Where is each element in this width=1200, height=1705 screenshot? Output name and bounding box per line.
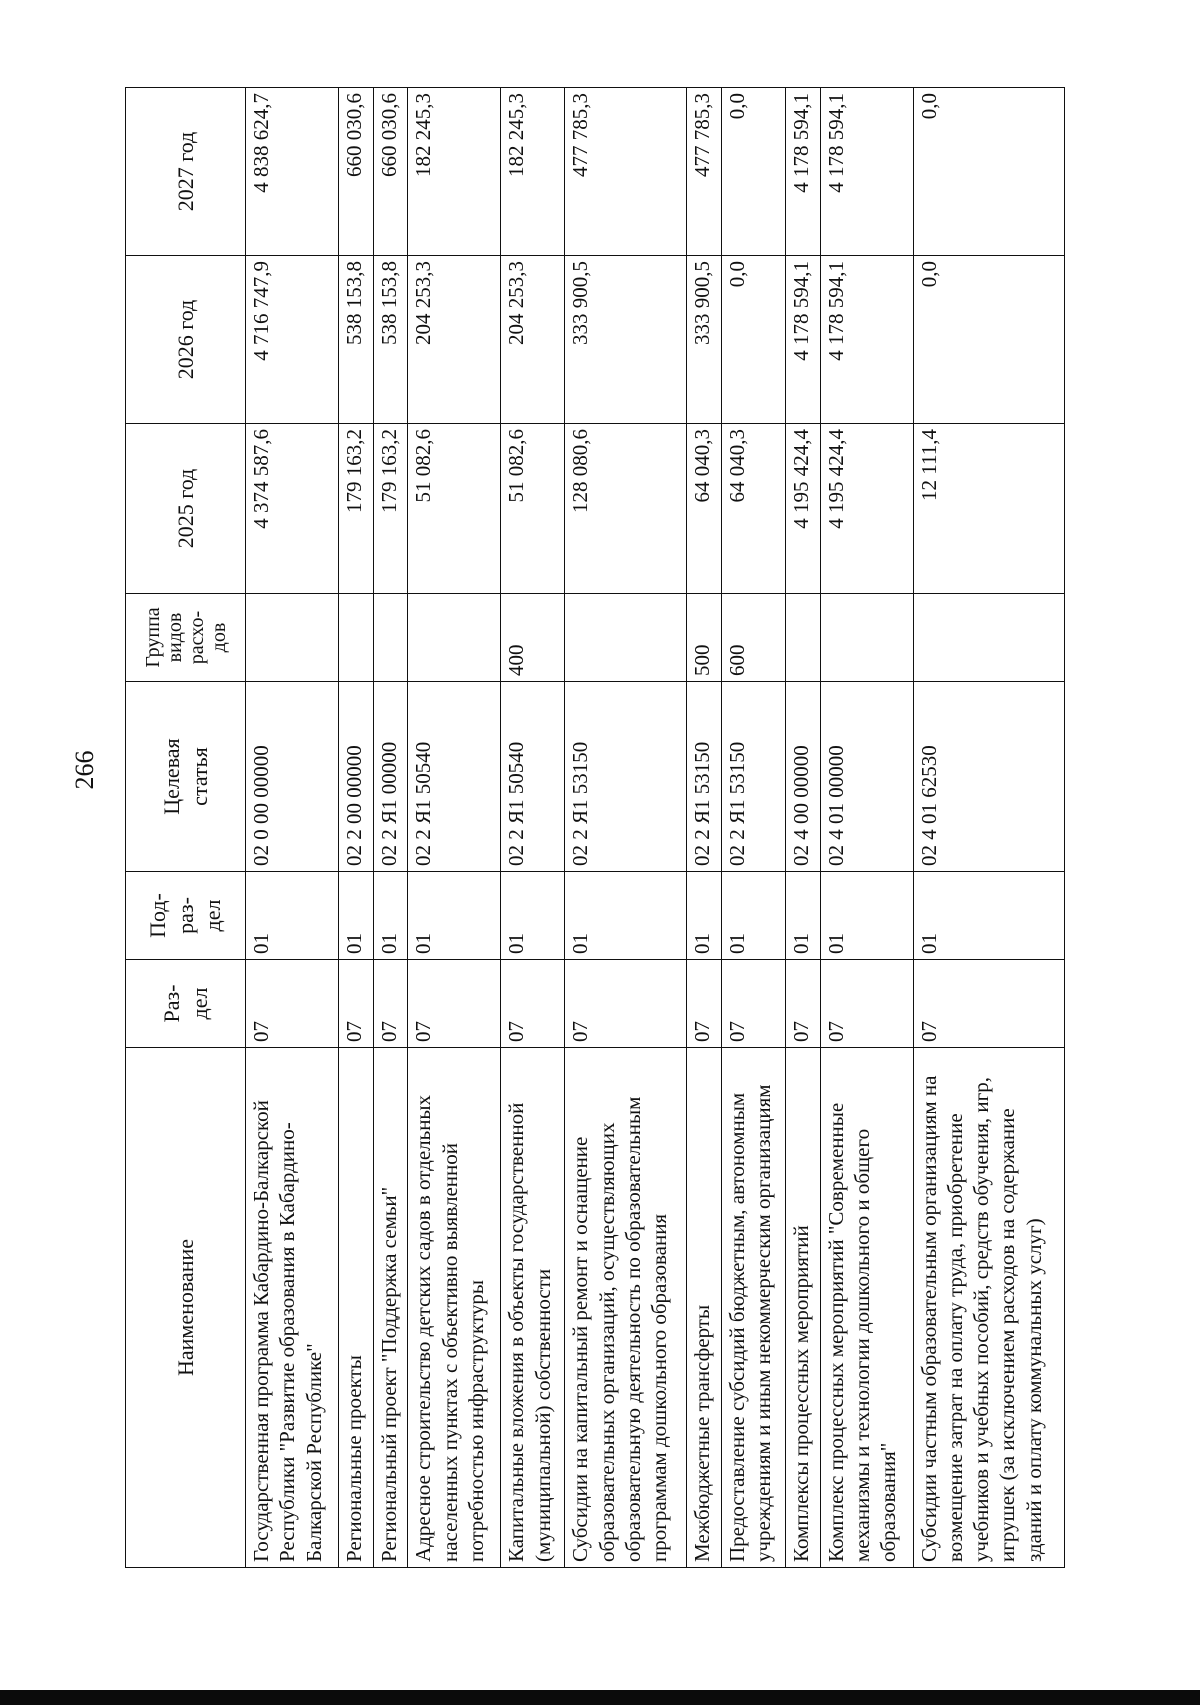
row-section: 07 xyxy=(722,960,786,1048)
row-target: 02 2 Я1 50540 xyxy=(501,682,565,872)
row-subsection: 01 xyxy=(408,872,501,960)
header-name: Наименование xyxy=(126,1048,246,1568)
row-group xyxy=(913,594,1064,682)
row-group: 500 xyxy=(687,594,722,682)
row-2025: 51 082,6 xyxy=(408,424,501,594)
row-2026: 4 716 747,9 xyxy=(246,256,339,424)
table-row xyxy=(339,88,374,1568)
row-2026: 4 178 594,1 xyxy=(785,256,820,424)
header-2027: 2027 год xyxy=(126,88,246,256)
row-subsection: 01 xyxy=(785,872,820,960)
row-2026: 333 900,5 xyxy=(687,256,722,424)
row-section: 07 xyxy=(785,960,820,1048)
row-2025: 12 111,4 xyxy=(913,424,1064,594)
row-section: 07 xyxy=(246,960,339,1048)
row-subsection: 01 xyxy=(246,872,339,960)
row-target: 02 2 Я1 53150 xyxy=(687,682,722,872)
row-section: 07 xyxy=(820,960,913,1048)
table-row xyxy=(820,88,913,1568)
header-2025: 2025 год xyxy=(126,424,246,594)
row-group xyxy=(408,594,501,682)
row-name: Капитальные вложения в объекты государственной (муниципальной) собственности xyxy=(501,1048,565,1568)
scan-bottom-border xyxy=(0,1690,1200,1705)
table-row xyxy=(373,88,408,1568)
row-2025: 64 040,3 xyxy=(722,424,786,594)
row-2025: 64 040,3 xyxy=(687,424,722,594)
header-section: Раз- дел xyxy=(126,960,246,1048)
row-group xyxy=(246,594,339,682)
row-name: Региональные проекты xyxy=(339,1048,374,1568)
row-2025: 179 163,2 xyxy=(373,424,408,594)
header-target: Целевая статья xyxy=(126,682,246,872)
row-name: Государственная программа Кабардино-Балкарской Республики "Развитие образования в Кабардино-Балкарской Республике" xyxy=(246,1048,339,1568)
row-2027: 660 030,6 xyxy=(373,88,408,256)
table-row xyxy=(246,88,339,1568)
table-row xyxy=(408,88,501,1568)
row-group xyxy=(339,594,374,682)
row-name: Субсидии на капитальный ремонт и оснащение образовательных организаций, осуществляющих образовательную деятельность по образовательным программам дошкольного образования xyxy=(565,1048,687,1568)
row-section: 07 xyxy=(565,960,687,1048)
table-header-row xyxy=(126,88,246,1568)
table-row xyxy=(565,88,687,1568)
row-section: 07 xyxy=(408,960,501,1048)
row-2025: 128 080,6 xyxy=(565,424,687,594)
row-2025: 4 195 424,4 xyxy=(820,424,913,594)
row-2027: 4 838 624,7 xyxy=(246,88,339,256)
row-target: 02 2 Я1 50540 xyxy=(408,682,501,872)
row-target: 02 2 Я1 53150 xyxy=(722,682,786,872)
budget-table xyxy=(125,87,1065,1568)
row-name: Субсидии частным образовательным организациям на возмещение затрат на оплату труда, приобретение учебников и учебных пособий, средств обучения, игр, игрушек (за исключением расходов на содержание зданий и оплату коммунальных услуг) xyxy=(913,1048,1064,1568)
header-group: Группа видов расхо- дов xyxy=(126,594,246,682)
row-name: Адресное строительство детских садов в отдельных населенных пунктах с объективно выявленной потребностью инфраструктуры xyxy=(408,1048,501,1568)
row-subsection: 01 xyxy=(501,872,565,960)
row-name: Межбюджетные трансферты xyxy=(687,1048,722,1568)
row-group: 600 xyxy=(722,594,786,682)
row-target: 02 0 00 00000 xyxy=(246,682,339,872)
row-name: Предоставление субсидий бюджетным, автономным учреждениям и иным некоммерческим организациям xyxy=(722,1048,786,1568)
row-target: 02 2 00 00000 xyxy=(339,682,374,872)
row-group xyxy=(373,594,408,682)
row-subsection: 01 xyxy=(565,872,687,960)
row-2027: 0,0 xyxy=(722,88,786,256)
table-row xyxy=(913,88,1064,1568)
table-row xyxy=(722,88,786,1568)
row-2027: 0,0 xyxy=(913,88,1064,256)
row-2027: 477 785,3 xyxy=(687,88,722,256)
row-2027: 660 030,6 xyxy=(339,88,374,256)
row-2026: 538 153,8 xyxy=(339,256,374,424)
table-row xyxy=(501,88,565,1568)
row-subsection: 01 xyxy=(339,872,374,960)
row-target: 02 4 01 62530 xyxy=(913,682,1064,872)
row-subsection: 01 xyxy=(687,872,722,960)
row-2026: 538 153,8 xyxy=(373,256,408,424)
table-row xyxy=(687,88,722,1568)
row-2026: 204 253,3 xyxy=(501,256,565,424)
row-subsection: 01 xyxy=(722,872,786,960)
row-section: 07 xyxy=(501,960,565,1048)
row-2025: 4 195 424,4 xyxy=(785,424,820,594)
row-2025: 179 163,2 xyxy=(339,424,374,594)
row-group: 400 xyxy=(501,594,565,682)
row-2026: 0,0 xyxy=(913,256,1064,424)
row-group xyxy=(820,594,913,682)
row-section: 07 xyxy=(373,960,408,1048)
row-target: 02 4 01 00000 xyxy=(820,682,913,872)
table-row xyxy=(785,88,820,1568)
row-2027: 4 178 594,1 xyxy=(820,88,913,256)
row-name: Региональный проект "Поддержка семьи" xyxy=(373,1048,408,1568)
page-number: 266 xyxy=(70,750,99,790)
row-section: 07 xyxy=(687,960,722,1048)
header-subsection: Под- раз- дел xyxy=(126,872,246,960)
row-2027: 182 245,3 xyxy=(501,88,565,256)
row-section: 07 xyxy=(913,960,1064,1048)
budget-table-rotated xyxy=(125,88,1065,1568)
row-name: Комплексы процессных мероприятий xyxy=(785,1048,820,1568)
row-2027: 477 785,3 xyxy=(565,88,687,256)
row-section: 07 xyxy=(339,960,374,1048)
header-2026: 2026 год xyxy=(126,256,246,424)
row-group xyxy=(565,594,687,682)
row-target: 02 2 Я1 53150 xyxy=(565,682,687,872)
row-2026: 333 900,5 xyxy=(565,256,687,424)
row-subsection: 01 xyxy=(820,872,913,960)
row-2027: 4 178 594,1 xyxy=(785,88,820,256)
row-2025: 4 374 587,6 xyxy=(246,424,339,594)
row-group xyxy=(785,594,820,682)
row-target: 02 4 00 00000 xyxy=(785,682,820,872)
row-2026: 4 178 594,1 xyxy=(820,256,913,424)
row-2027: 182 245,3 xyxy=(408,88,501,256)
row-2026: 204 253,3 xyxy=(408,256,501,424)
row-subsection: 01 xyxy=(373,872,408,960)
row-subsection: 01 xyxy=(913,872,1064,960)
row-2025: 51 082,6 xyxy=(501,424,565,594)
row-target: 02 2 Я1 00000 xyxy=(373,682,408,872)
row-2026: 0,0 xyxy=(722,256,786,424)
row-name: Комплекс процессных мероприятий "Современные механизмы и технологии дошкольного и общего образования" xyxy=(820,1048,913,1568)
